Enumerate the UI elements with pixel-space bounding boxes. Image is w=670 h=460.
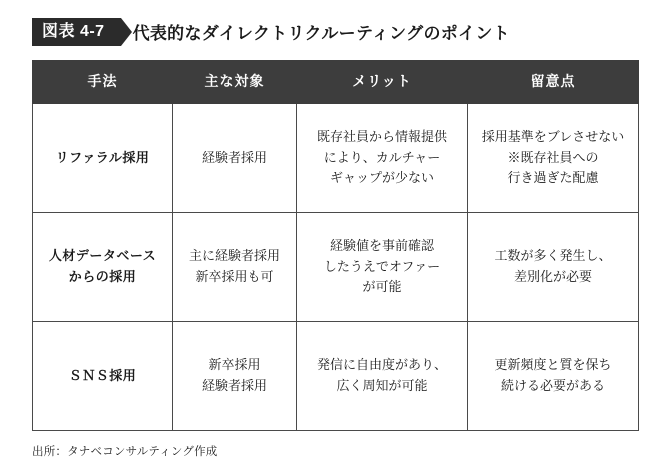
figure-number-tag: 図表 4-7 <box>32 18 121 46</box>
cell-note-sns: 更新頻度と質を保ち 続ける必要がある <box>468 321 639 430</box>
column-header-merit: メリット <box>297 60 468 103</box>
table-row <box>33 321 639 430</box>
table-row <box>33 212 639 321</box>
cell-merit-referral: 既存社員から情報提供 により、カルチャー ギャップが少ない <box>297 103 468 212</box>
cell-merit-database: 経験値を事前確認 したうえでオファー が可能 <box>297 212 468 321</box>
column-header-note: 留意点 <box>468 60 639 103</box>
table-header-row <box>33 60 639 103</box>
table-row <box>33 103 639 212</box>
row-label-database: 人材データベース からの採用 <box>33 212 173 321</box>
cell-merit-sns: 発信に自由度があり、 広く周知が可能 <box>297 321 468 430</box>
comparison-table <box>32 60 639 431</box>
column-header-method: 手法 <box>33 60 173 103</box>
row-label-referral: リファラル採用 <box>33 103 173 212</box>
column-header-target: 主な対象 <box>173 60 297 103</box>
cell-target-referral: 経験者採用 <box>173 103 297 212</box>
page-title: 代表的なダイレクトリクルーティングのポイント <box>132 24 510 44</box>
row-label-sns: ＳＮＳ採用 <box>33 321 173 430</box>
cell-target-database: 主に経験者採用 新卒採用も可 <box>173 212 297 321</box>
figure-header <box>32 18 638 46</box>
cell-note-database: 工数が多く発生し、 差別化が必要 <box>468 212 639 321</box>
source-note: 出所：タナベコンサルティング作成 <box>32 445 218 458</box>
cell-note-referral: 採用基準をブレさせない ※既存社員への 行き過ぎた配慮 <box>468 103 639 212</box>
cell-target-sns: 新卒採用 経験者採用 <box>173 321 297 430</box>
